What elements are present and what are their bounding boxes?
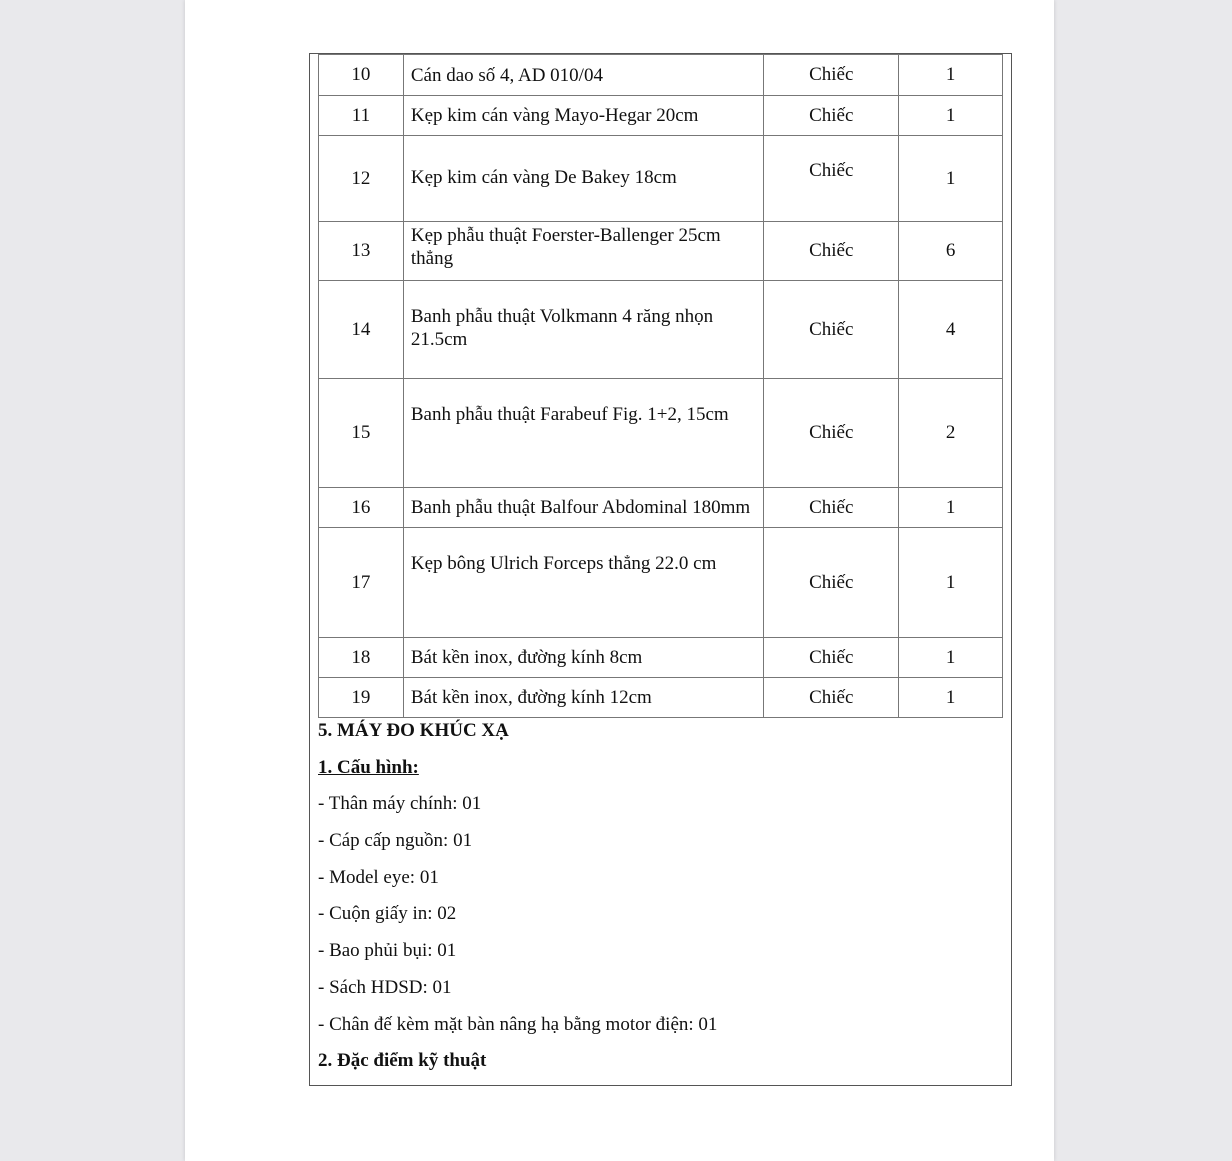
cell-name: Kẹp bông Ulrich Forceps thẳng 22.0 cm [403, 528, 763, 638]
table-row [319, 638, 1003, 678]
cell-name: Kẹp kim cán vàng De Bakey 18cm [403, 136, 763, 222]
cell-unit: Chiếc [764, 55, 899, 96]
cell-stt: 19 [319, 678, 404, 718]
cell-unit: Chiếc [764, 281, 899, 379]
cell-unit: Chiếc [764, 222, 899, 281]
cell-unit: Chiếc [764, 96, 899, 136]
cell-name: Bát kền inox, đường kính 8cm [403, 638, 763, 678]
cell-qty: 1 [899, 96, 1003, 136]
cell-qty: 1 [899, 678, 1003, 718]
cell-unit: Chiếc [764, 379, 899, 488]
cell-name: Cán dao số 4, AD 010/04 [403, 55, 763, 96]
cell-qty: 6 [899, 222, 1003, 281]
cell-name: Kẹp kim cán vàng Mayo-Hegar 20cm [403, 96, 763, 136]
table-row [319, 528, 1003, 638]
table-row [319, 136, 1003, 222]
cell-name: Banh phẫu thuật Farabeuf Fig. 1+2, 15cm [403, 379, 763, 488]
cell-qty: 2 [899, 379, 1003, 488]
config-item: - Thân máy chính: 01 [318, 793, 482, 815]
config-heading: 1. Cấu hình: [318, 756, 419, 778]
config-item: - Model eye: 01 [318, 866, 439, 888]
cell-qty: 1 [899, 528, 1003, 638]
cell-stt: 16 [319, 488, 404, 528]
table-row [319, 488, 1003, 528]
cell-stt: 10 [319, 55, 404, 96]
cell-qty: 4 [899, 281, 1003, 379]
section-title: 5. MÁY ĐO KHÚC XẠ [318, 720, 509, 741]
config-item: - Chân đế kèm mặt bàn nâng hạ bằng motor điện: 01 [318, 1013, 718, 1035]
table-row [319, 281, 1003, 379]
table-row [319, 379, 1003, 488]
config-item: - Cuộn giấy in: 02 [318, 903, 457, 925]
cell-stt: 18 [319, 638, 404, 678]
cell-unit: Chiếc [764, 678, 899, 718]
cell-stt: 14 [319, 281, 404, 379]
cell-stt: 17 [319, 528, 404, 638]
config-item: - Bao phủi bụi: 01 [318, 940, 457, 962]
cell-name: Bát kền inox, đường kính 12cm [403, 678, 763, 718]
cell-unit: Chiếc [764, 136, 899, 222]
cell-name: Banh phẫu thuật Balfour Abdominal 180mm [403, 488, 763, 528]
cell-stt: 15 [319, 379, 404, 488]
cell-unit: Chiếc [764, 488, 899, 528]
table-row [319, 222, 1003, 281]
specs-heading: 2. Đặc điểm kỹ thuật [318, 1050, 487, 1072]
cell-name: Kẹp phẫu thuật Foerster-Ballenger 25cm thẳng [403, 222, 763, 281]
table-row [319, 55, 1003, 96]
cell-name: Banh phẫu thuật Volkmann 4 răng nhọn 21.5cm [403, 281, 763, 379]
table-row [319, 678, 1003, 718]
equipment-table [318, 54, 1003, 718]
cell-stt: 13 [319, 222, 404, 281]
cell-unit: Chiếc [764, 528, 899, 638]
cell-unit: Chiếc [764, 638, 899, 678]
document-page [185, 0, 1054, 1161]
config-item: - Cáp cấp nguồn: 01 [318, 830, 473, 852]
config-item: - Sách HDSD: 01 [318, 976, 452, 998]
device-section [318, 717, 1003, 1084]
cell-stt: 11 [319, 96, 404, 136]
table-row [319, 96, 1003, 136]
cell-qty: 1 [899, 55, 1003, 96]
cell-qty: 1 [899, 136, 1003, 222]
cell-qty: 1 [899, 488, 1003, 528]
cell-qty: 1 [899, 638, 1003, 678]
cell-stt: 12 [319, 136, 404, 222]
